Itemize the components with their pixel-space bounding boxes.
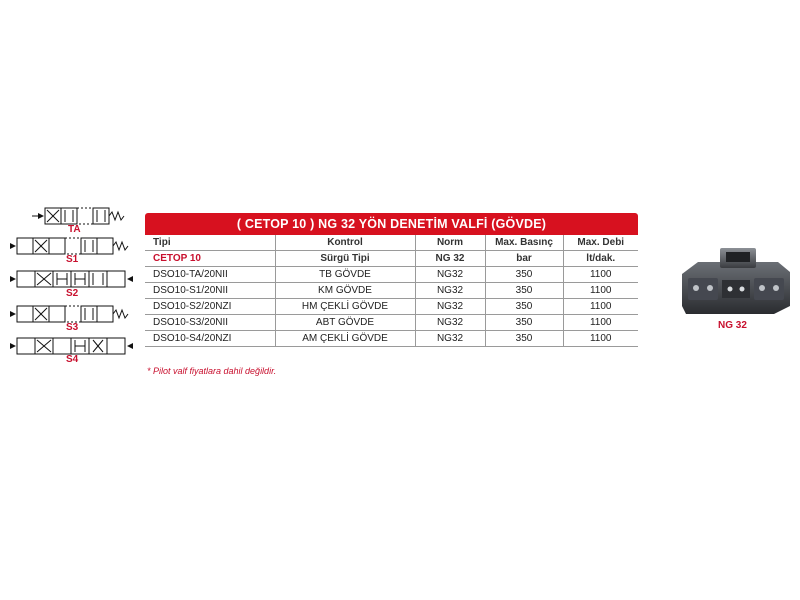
cell-kontrol: ABT GÖVDE [275,315,415,331]
cell-tipi: DSO10-TA/20NII [145,267,275,283]
cell-tipi: DSO10-S1/20NII [145,283,275,299]
cell-basinc: 350 [485,267,563,283]
symbol-label: S3 [66,322,79,333]
cell-basinc: 350 [485,315,563,331]
table-row [145,267,638,283]
header-cell: Tipi [145,235,275,251]
cell-tipi: DSO10-S4/20NZI [145,331,275,347]
header-cell: Norm [415,235,485,251]
subheader-cell: NG 32 [415,251,485,267]
valve-body-photo-icon [678,244,792,316]
subheader-cell: bar [485,251,563,267]
cell-kontrol: AM ÇEKLİ GÖVDE [275,331,415,347]
cell-kontrol: KM GÖVDE [275,283,415,299]
symbol-label: S4 [66,354,79,365]
symbol-s2 [8,268,138,298]
symbol-ta [8,205,138,235]
cell-norm: NG32 [415,315,485,331]
cell-tipi: DSO10-S3/20NII [145,315,275,331]
cell-norm: NG32 [415,267,485,283]
header-cell: Max. Basınç [485,235,563,251]
cell-basinc: 350 [485,331,563,347]
table-row [145,299,638,315]
header-cell: Kontrol [275,235,415,251]
symbol-label: TA [68,224,81,235]
cell-debi: 1100 [563,299,638,315]
cell-kontrol: TB GÖVDE [275,267,415,283]
cell-basinc: 350 [485,299,563,315]
symbol-s3 [8,303,138,333]
subheader-cell: Sürgü Tipi [275,251,415,267]
cell-debi: 1100 [563,267,638,283]
cell-kontrol: HM ÇEKLİ GÖVDE [275,299,415,315]
header-cell: Max. Debi [563,235,638,251]
cell-norm: NG32 [415,331,485,347]
cell-debi: 1100 [563,331,638,347]
subheader-cell: CETOP 10 [145,251,275,267]
cell-norm: NG32 [415,299,485,315]
cell-debi: 1100 [563,315,638,331]
subheader-cell: lt/dak. [563,251,638,267]
cell-debi: 1100 [563,283,638,299]
table-row [145,315,638,331]
cell-norm: NG32 [415,283,485,299]
table-subheader-row [145,251,638,267]
symbol-label: S1 [66,254,79,265]
symbol-s1 [8,235,138,265]
table-header-row [145,235,638,251]
symbol-s4 [8,335,138,365]
cell-basinc: 350 [485,283,563,299]
symbol-label: S2 [66,288,79,299]
table-row [145,331,638,347]
spool-s2-icon [8,268,138,290]
table-row [145,283,638,299]
cell-tipi: DSO10-S2/20NZI [145,299,275,315]
spec-table [145,235,638,347]
table-title: ( CETOP 10 ) NG 32 YÖN DENETİM VALFİ (GÖVDE) [145,213,638,235]
footnote: * Pilot valf fiyatlara dahil değildir. [147,366,277,376]
valve-table [145,213,638,347]
product-label: NG 32 [718,320,747,331]
